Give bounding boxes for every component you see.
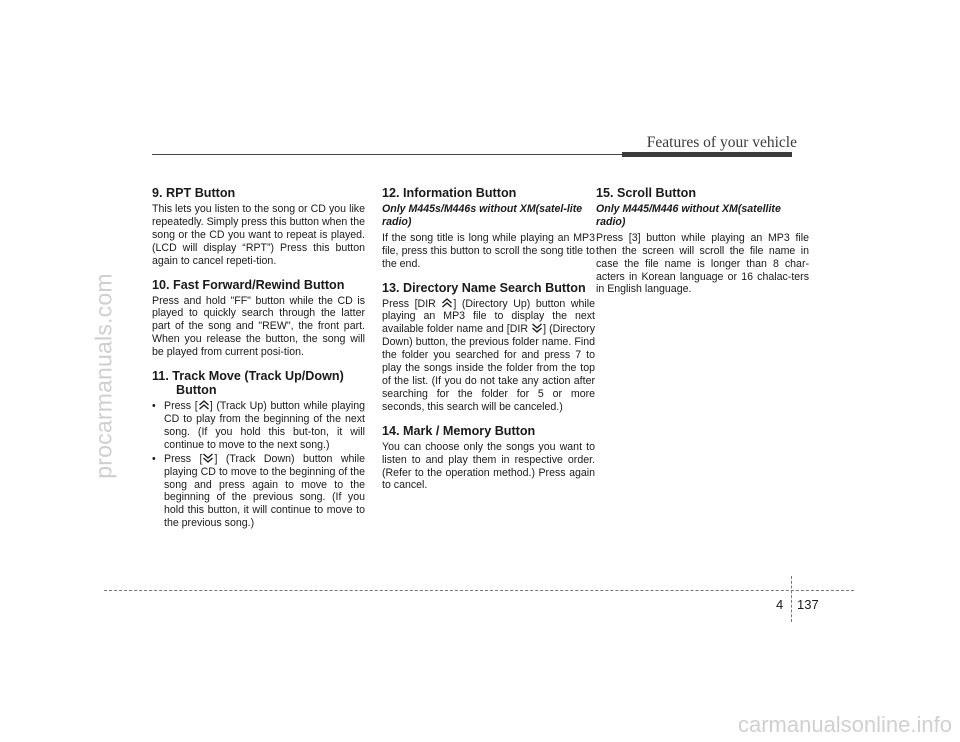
column-2 [382,186,595,502]
body-scroll-button: Press [3] button while playing an MP3 file then the screen will scroll the file name in case the file name is longer than 8 char-acters in Korean language or 16 chalac-ters in English language. [596,231,809,296]
heading-directory-search: 13. Directory Name Search Button [382,280,586,295]
track-up-icon [198,400,210,410]
section-title: Features of your vehicle [646,134,797,151]
column-3 [596,186,809,306]
page-divider [791,576,792,622]
track-move-list [152,400,365,530]
watermark-bottom: carmanualsonline.info [737,712,952,737]
body-information-button: If the song title is long while playing an MP3 file, press this button to scroll the song title to the end. [382,231,595,270]
directory-down-icon [531,323,543,333]
header-rule-accent [622,152,792,157]
page-number: 137 [797,597,819,612]
body-fast-forward-rewind: Press and hold "FF" button while the CD is played to quickly search through the latter part of the song and "REW", the front part. When you release the button, the song will be played from current posi-tion. [152,294,365,359]
heading-mark-memory: 14. Mark / Memory Button [382,423,536,438]
heading-fast-forward-rewind: 10. Fast Forward/Rewind Button [152,277,345,292]
chapter-number: 4 [776,597,784,612]
directory-up-icon [441,298,453,308]
track-down-icon [202,453,214,463]
heading-track-move: 11. Track Move (Track Up/Down) Button [152,369,344,398]
heading-information-button: 12. Information Button [382,186,517,200]
body-rpt-button: This lets you listen to the song or CD you like repeatedly. Simply press this button when the song or the CD you want to repeat is played.(LCD will display “RPT”) Press this button again to cancel repeti-tion. [152,203,365,267]
heading-scroll-button: 15. Scroll Button [596,186,697,200]
list-item: • Press [ ] (Track Down) button while playing CD to move to the beginning of the song and press again to move to the beginning of the previous song. (If you hold this button, it will continue to move to the previous song.) [152,452,365,530]
footer-rule [104,590,854,591]
body-directory-search: Press [DIR ] (Directory Up) button while playing an MP3 file to display the next available folder name and [DIR ] (Directory Down) button, the previous folder name. Find the folder you searched for and press 7 to play the songs inside the folder from the top of the list. (If you do not take any action after searching for the folder for 5 or more seconds, this search will be canceled.) [382,297,595,413]
subtitle-scroll-button: Only M445/M446 without XM(satellite radio) [596,203,781,228]
list-item: • Press [ ] (Track Up) button while playing CD to play from the beginning of the next song. (If you hold this but-ton, it will continue to move to the next song.) [152,400,365,451]
subtitle-information-button: Only M445s/M446s without XM(satel-lite radio) [382,203,583,228]
watermark-left: procarmanuals.com [90,273,117,479]
body-mark-memory: You can choose only the songs you want to listen to and play them in respective order. (Refer to the operation method.) Press again to cancel. [382,440,595,492]
column-1 [152,186,365,531]
heading-rpt-button: 9. RPT Button [152,186,236,200]
